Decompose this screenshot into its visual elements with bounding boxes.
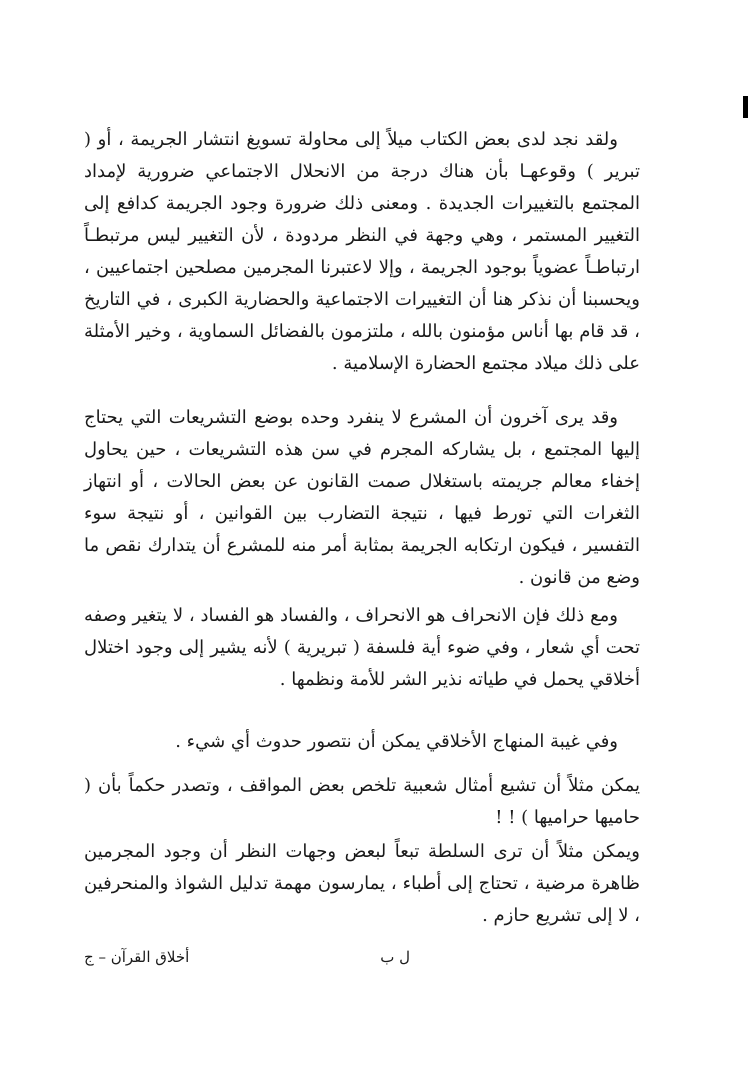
paragraph-deviation bbox=[84, 600, 640, 696]
paragraph-crime-justification bbox=[84, 124, 640, 380]
paragraph-legislator bbox=[84, 402, 640, 594]
page-footer bbox=[84, 948, 640, 978]
paragraph-text: وفي غيبة المنهاج الأخلاقي يمكن أن نتصور حدوث أي شيء . bbox=[175, 731, 618, 752]
paragraph-authority-view bbox=[84, 836, 640, 932]
paragraph-absence-of-ethics bbox=[84, 726, 640, 758]
page-edge-mark bbox=[743, 96, 748, 118]
book-title-mark: أخلاق القرآن – ج bbox=[84, 948, 190, 966]
paragraph-text: ويمكن مثلاً أن ترى السلطة تبعاً لبعض وجهات النظر أن وجود المجرمين ظاهرة مرضية ، تحتاج إلى أطباء ، يمارسون مهمة تدليل الشواذ والمنحرفين ، لا إلى تشريع حازم . bbox=[84, 841, 640, 926]
paragraph-text: يمكن مثلاً أن تشيع أمثال شعبية تلخص بعض المواقف ، وتصدر حكماً بأن ( حاميها حراميها ) ! ! bbox=[84, 775, 640, 828]
paragraph-text: ولقد نجد لدى بعض الكتاب ميلاً إلى محاولة تسويغ انتشار الجريمة ، أو ( تبرير ) وقوعهـا بأن هناك درجة من الانحلال الاجتماعي ضرورية لإمداد المجتمع بالتغييرات الجديدة . ومعنى ذلك ضرورة وجود الجريمة كدافع إلى التغيير المستمر ، وهي وجهة في النظر مردودة ، لأن التغيير ليس مرتبطـاً ارتباطـاً عضوياً بوجود الجريمة ، وإلا لاعتبرنا المجرمين مصلحين اجتماعيين ، ويحسبنا أن نذكر هنا أن التغييرات الاجتماعية والحضارية الكبرى ، في التاريخ ، قد قام بها أناس مؤمنون بالله ، ملتزمون بالفضائل السماوية ، وخير الأمثلة على ذلك ميلاد مجتمع الحضارة الإسلامية . bbox=[84, 129, 640, 374]
paragraph-popular-proverbs bbox=[84, 770, 640, 834]
paragraph-text: وقد يرى آخرون أن المشرع لا ينفرد وحده بوضع التشريعات التي يحتاج إليها المجتمع ، بل يشاركه المجرم في سن هذه التشريعات ، حين يحاول إخفاء معالم جريمته باستغلال صمت القانون عن بعض الحالات ، أو انتهاز الثغرات التي تورط فيها ، نتيجة التضارب بين القوانين ، أو نتيجة سوء التفسير ، فيكون ارتكابه الجريمة بمثابة أمر منه للمشرع أن يتدارك نقص ما وضع من قانون . bbox=[84, 407, 640, 588]
signature-mark: ل ب bbox=[380, 948, 410, 966]
paragraph-text: ومع ذلك فإن الانحراف هو الانحراف ، والفساد هو الفساد ، لا يتغير وصفه تحت أي شعار ، وفي ضوء أية فلسفة ( تبريرية ) لأنه يشير إلى وجود اختلال أخلاقي يحمل في طياته نذير الشر للأمة ونظمها . bbox=[84, 605, 640, 690]
